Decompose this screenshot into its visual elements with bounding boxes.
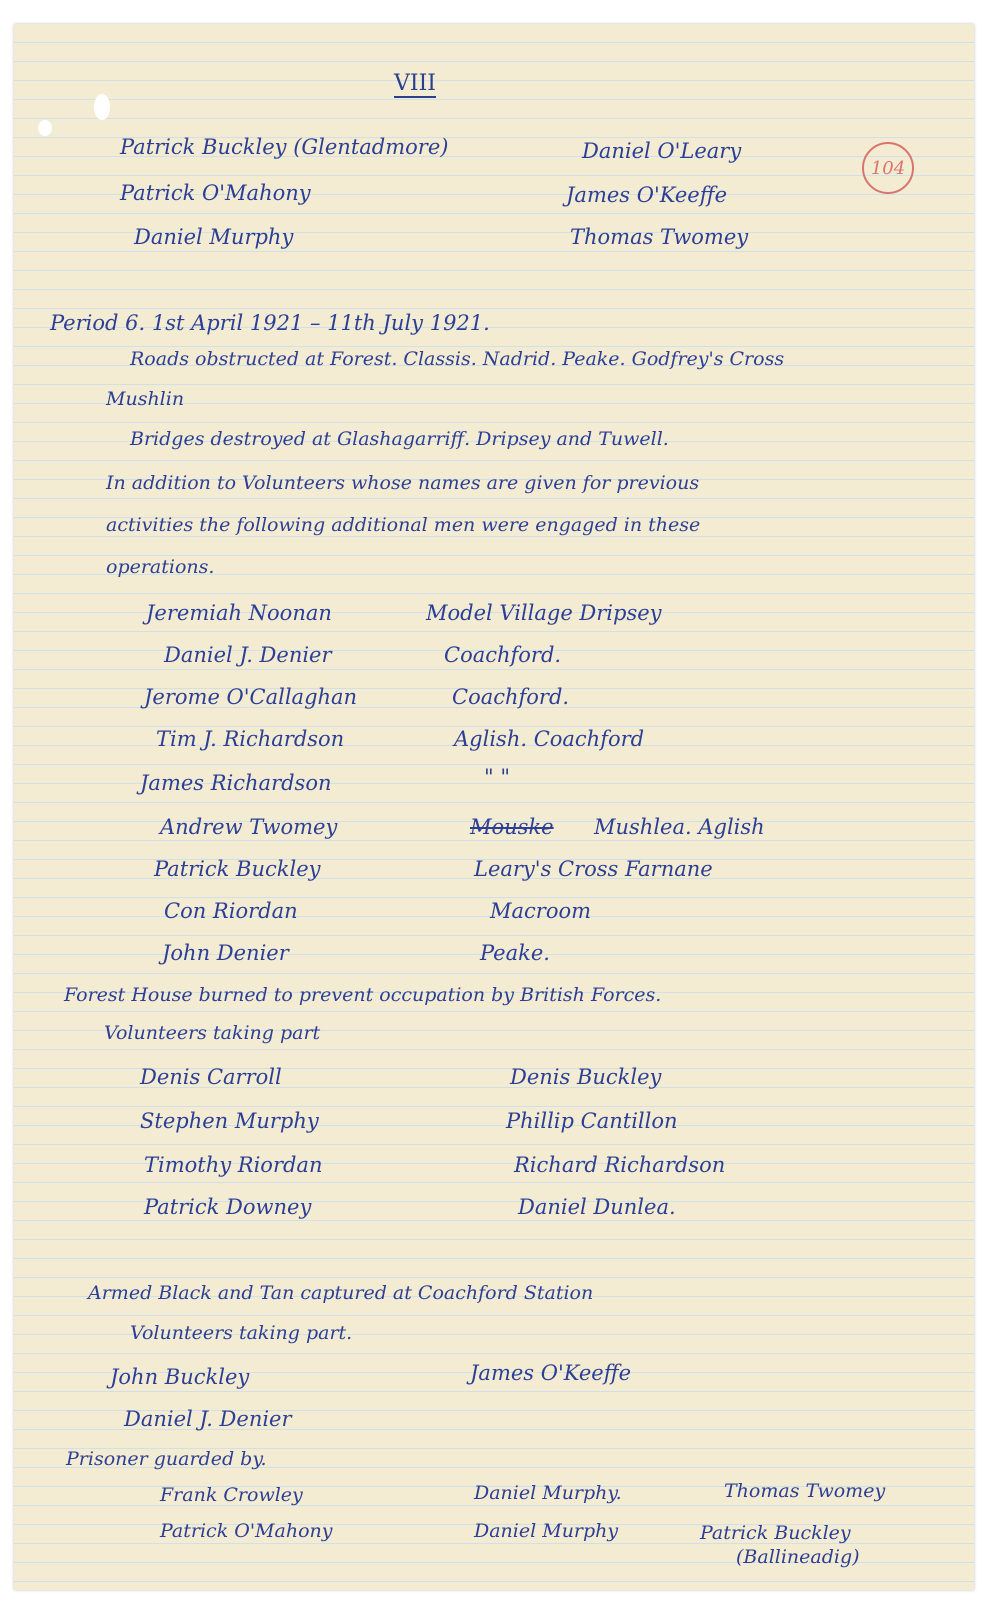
paragraph-line-3: operations. [106,556,215,578]
paper-hole [94,94,110,120]
forest-volunteer: Stephen Murphy [140,1109,319,1133]
top-name-left-1: Patrick Buckley (Glentadmore) [120,135,449,159]
forest-volunteer: Daniel Dunlea. [518,1195,676,1219]
roads-line-1: Roads obstructed at Forest. Classis. Nadrid. Peake. Godfrey's Cross [130,348,785,370]
volunteer-name: James Richardson [140,771,332,795]
paragraph-line-1: In addition to Volunteers whose names are given for previous [106,472,700,494]
volunteer-name: Jerome O'Callaghan [144,685,358,709]
volunteers-taking-part-label: Volunteers taking part. [130,1322,353,1344]
guard-name: Frank Crowley [160,1484,303,1506]
guard-name: Daniel Murphy. [474,1482,622,1504]
volunteer-place: Macroom [490,899,592,923]
forest-house-line: Forest House burned to prevent occupation by British Forces. [64,984,662,1006]
volunteer-place: Coachford. [452,685,570,709]
volunteer-name: Andrew Twomey [160,815,338,839]
forest-volunteer: Phillip Cantillon [506,1109,678,1133]
top-name-right-3: Thomas Twomey [570,225,749,249]
volunteer-place-struck: Mouske [470,815,554,839]
volunteer-place: Aglish. Coachford [454,727,645,751]
volunteer-name: Jeremiah Noonan [146,601,332,625]
volunteer-place: " " [484,765,510,789]
guard-note: (Ballineadig) [736,1546,860,1568]
forest-volunteer: Patrick Downey [144,1195,312,1219]
volunteer-name: Tim J. Richardson [156,727,345,751]
volunteer-place: Peake. [480,941,550,965]
volunteer-place: Mushlea. Aglish [594,815,765,839]
archive-stamp: 104 [862,142,914,194]
top-name-left-2: Patrick O'Mahony [120,181,311,205]
armed-capture-line: Armed Black and Tan captured at Coachford Station [88,1282,594,1304]
guard-name: Patrick Buckley [700,1522,851,1544]
volunteer-name: Con Riordan [164,899,298,923]
forest-volunteer: Timothy Riordan [144,1153,323,1177]
guard-name: Patrick O'Mahony [160,1520,333,1542]
armed-volunteer: Daniel J. Denier [124,1407,292,1431]
roads-line-2: Mushlin [106,388,185,410]
volunteer-place: Leary's Cross Farnane [474,857,713,881]
volunteer-name: John Denier [162,941,289,965]
forest-volunteer: Denis Buckley [510,1065,662,1089]
armed-volunteer: John Buckley [110,1365,250,1389]
volunteers-taking-part-label: Volunteers taking part [104,1022,321,1044]
top-name-left-3: Daniel Murphy [134,225,294,249]
guard-name: Thomas Twomey [724,1480,886,1502]
volunteer-name: Patrick Buckley [154,857,321,881]
volunteer-place: Coachford. [444,643,562,667]
volunteer-name: Daniel J. Denier [164,643,332,667]
top-name-right-1: Daniel O'Leary [582,139,742,163]
bridges-line: Bridges destroyed at Glashagarriff. Dripsey and Tuwell. [130,428,669,450]
paper-hole [38,120,52,136]
volunteer-place: Model Village Dripsey [426,601,662,625]
armed-volunteer: James O'Keeffe [470,1361,632,1385]
document-page [14,24,974,1590]
guard-name: Daniel Murphy [474,1520,619,1542]
prisoner-guarded-line: Prisoner guarded by. [66,1448,267,1470]
top-name-right-2: James O'Keeffe [566,183,728,207]
page-number: VIII [394,71,436,96]
paragraph-line-2: activities the following additional men were engaged in these [106,514,701,536]
period-heading: Period 6. 1st April 1921 – 11th July 1921. [50,311,490,335]
forest-volunteer: Denis Carroll [140,1065,282,1089]
forest-volunteer: Richard Richardson [514,1153,726,1177]
